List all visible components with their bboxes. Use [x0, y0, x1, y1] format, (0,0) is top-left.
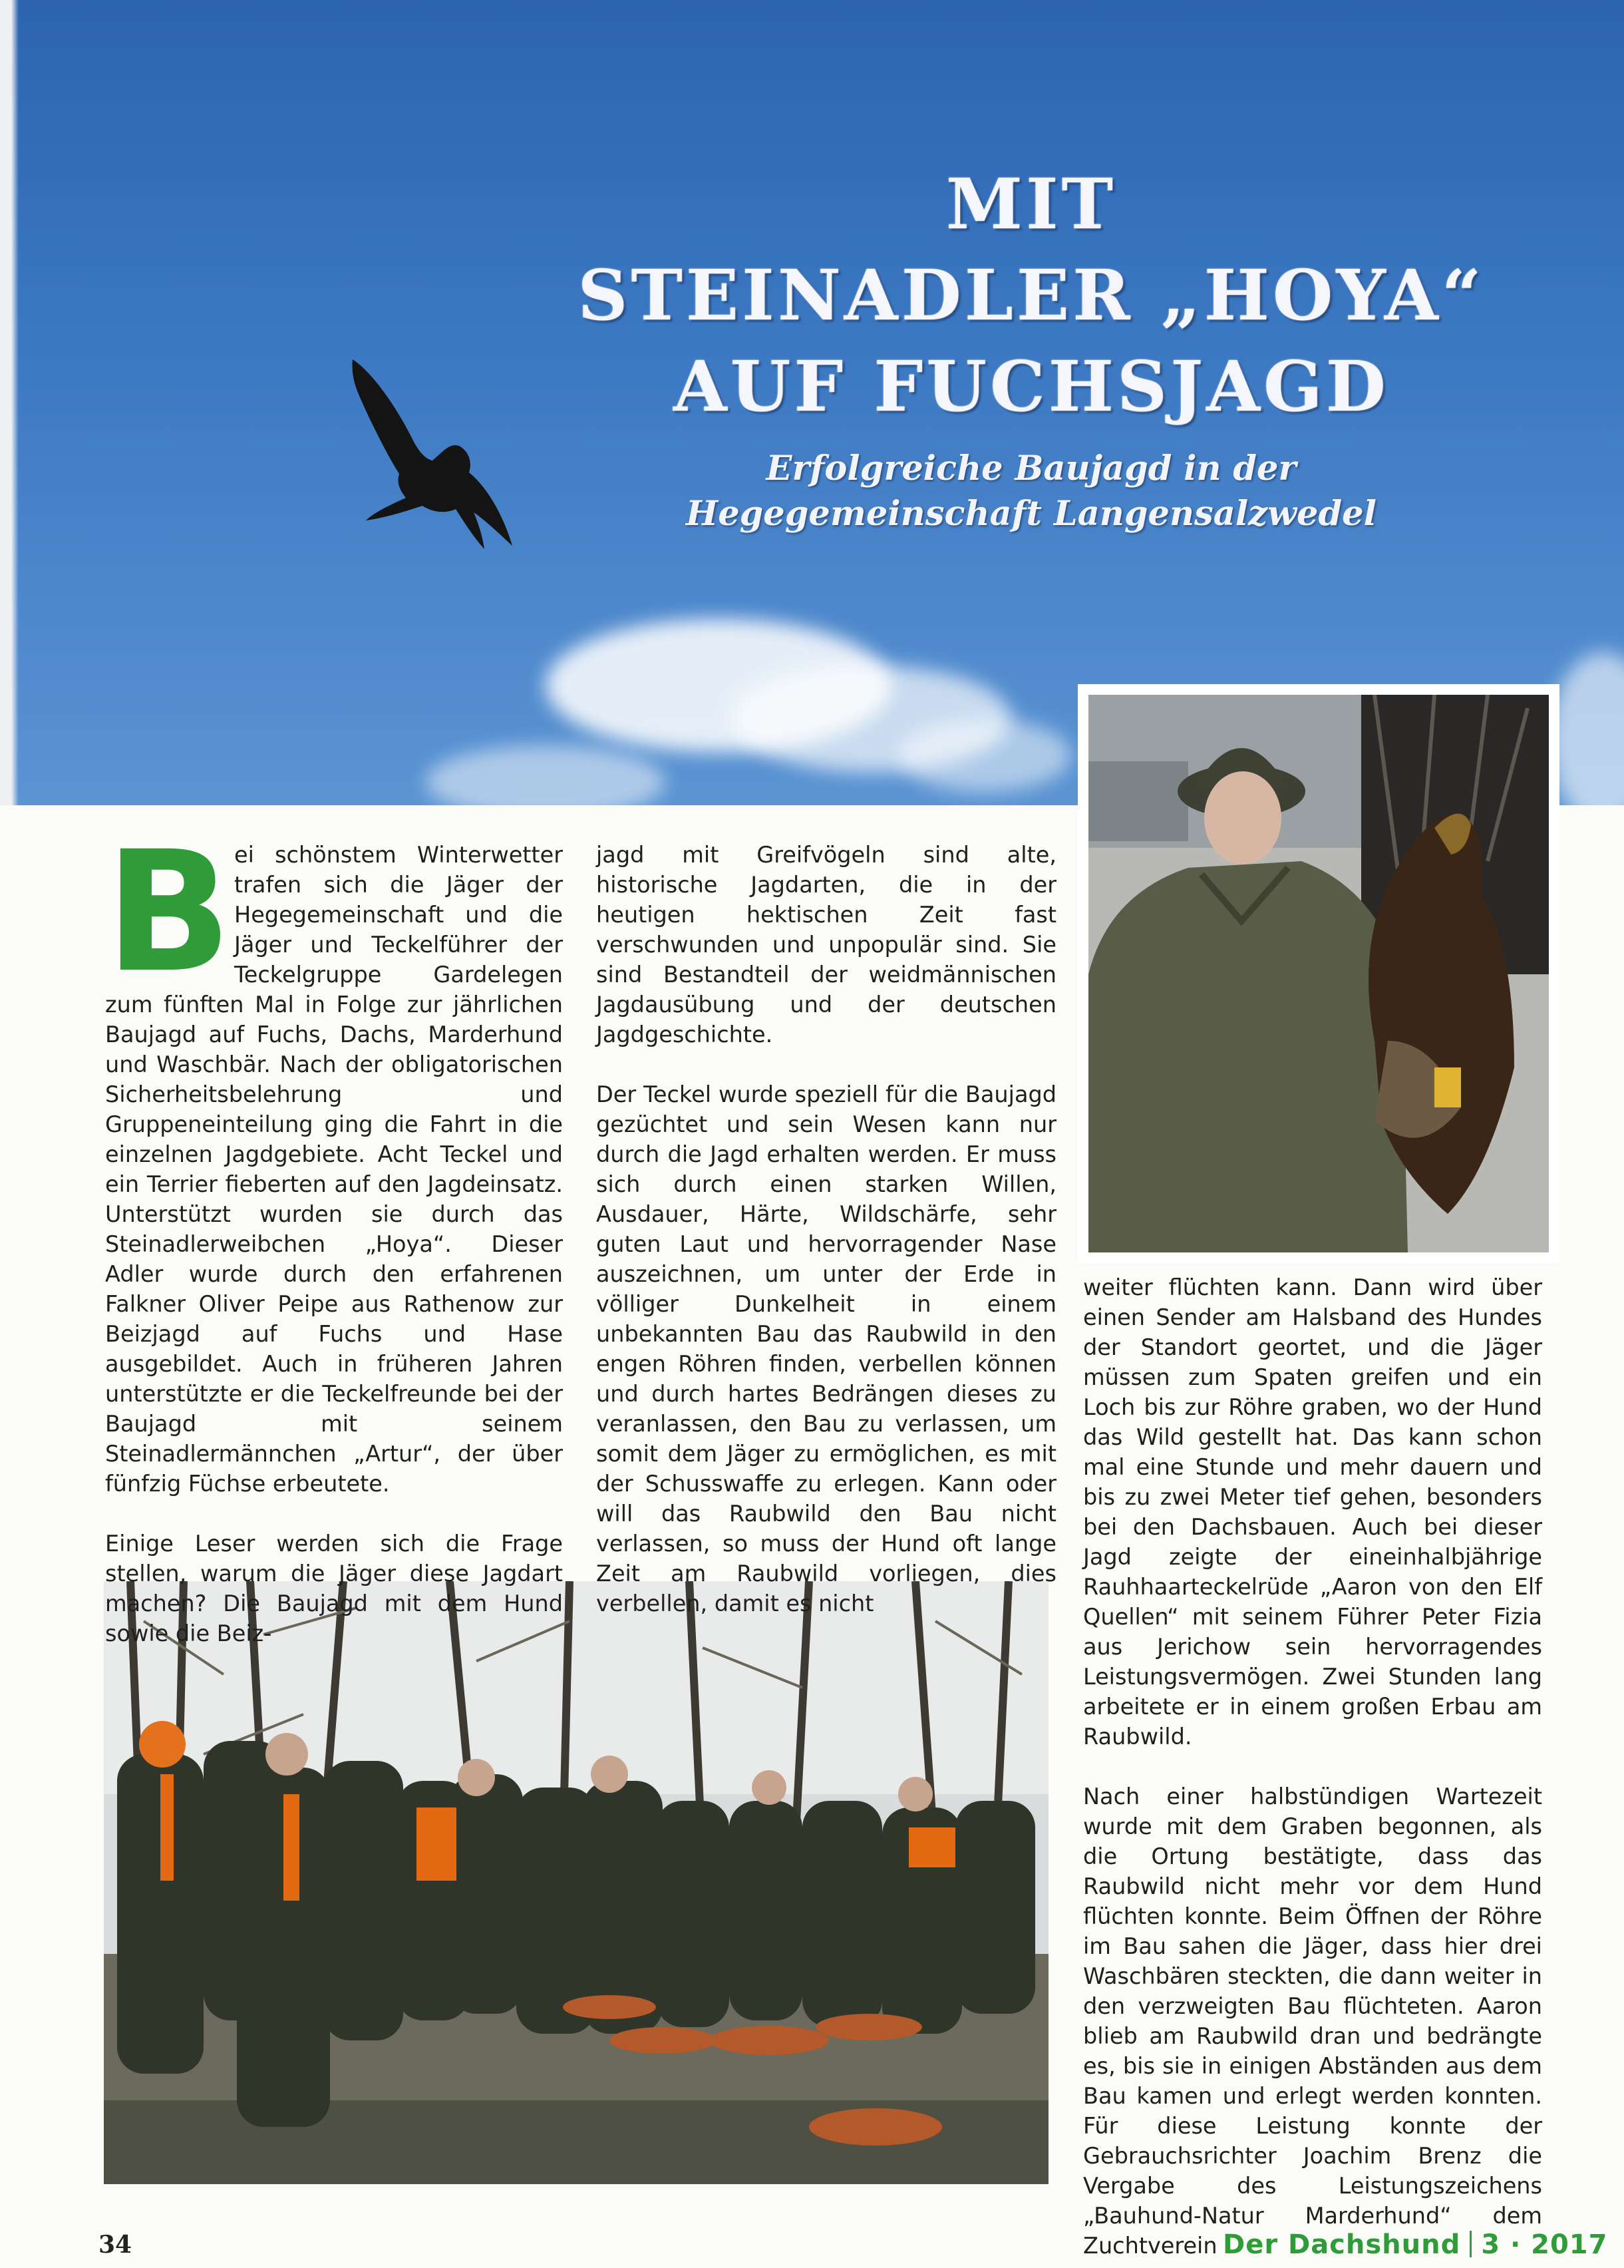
article-subtitle: Erfolgreiche Baujagd in der Hegegemeinschaft Langensalzwedel	[686, 449, 1377, 534]
cloud	[426, 745, 665, 805]
footer-divider	[1470, 2231, 1472, 2257]
text-column-1	[105, 815, 563, 1648]
paragraph-digging: Nach einer halbstündigen Wartezeit wurde mit dem Graben begonnen, als die Ortung bestätigte, dass das Raubwild nicht mehr vor dem Hund flüchten konnte. Beim Öffnen der Röhre im Bau sahen die Jäger, dass hier drei Waschbären steckten, die dann weiter in den verzweigten Bau flüchteten. Aaron blieb am Raubwild dran und bedrängte es, bis sie in einigen Abständen aus dem Bau kamen und erlegt werden konnten. Für diese Leistung konnte der Gebrauchsrichter Joachim Brenz die Vergabe des Leistungszeichens „Bauhund-Natur Marderhund“ dem Zuchtverein	[1083, 1784, 1542, 2259]
paragraph-question: Einige Leser werden sich die Frage stellen, warum die Jäger diese Jagdart machen? Die Baujagd mit dem Hund sowie die Beiz-	[105, 1531, 563, 1646]
dropcap: B	[105, 815, 232, 1009]
page-number: 34	[98, 2231, 132, 2259]
paragraph-question-continued: jagd mit Greifvögeln sind alte, historische Jagdarten, die in der heutigen hektischen Zeit fast verschwunden und unpopulär sind. Sie sind Bestandteil der weidmännischen Jagdausübung und der deutschen Jagdgeschichte.	[596, 842, 1056, 1047]
eagle-silhouette-icon	[333, 346, 519, 559]
cloud	[898, 719, 1071, 792]
falconer-photo-frame	[1078, 684, 1559, 1263]
text-column-3	[1083, 1272, 1542, 2261]
magazine-footer	[1223, 2229, 1607, 2260]
falconer-with-eagle-photo	[1088, 695, 1549, 1252]
magazine-name: Der Dachshund	[1223, 2229, 1461, 2260]
paragraph-intro: B ei schönstem Winterwetter trafen sich die Jäger der Hegegemeinschaft und die Jäger und Teckelführer der Teckelgruppe Gardelegen zum fünften Mal in Folge zur jährlichen Baujagd auf Fuchs, Dachs, Marderhund und Waschbär. Nach der obligatorischen Sicherheitsbelehrung und Gruppeneinteilung ging die Fahrt in die einzelnen Jagdgebiete. Acht Teckel und ein Terrier fieberten auf den Jagdeinsatz. Unterstützt wurden sie durch das Steinadlerweibchen „Hoya“. Dieser Adler wurde durch den erfahrenen Falkner Oliver Peipe aus Rathenow zur Beizjagd auf Fuchs und Hase ausgebildet. Auch in früheren Jahren unterstützte er die Teckelfreunde bei der Baujagd mit seinem Steinadlermännchen „Artur“, der über fünfzig Füchse erbeutete.	[105, 815, 563, 1497]
article-title: MIT STEINADLER „HOYA“ AUF FUCHSJAGD	[577, 163, 1485, 427]
paragraph-teckel: Der Teckel wurde speziell für die Baujagd gezüchtet und sein Wesen kann nur durch die Jagd erhalten werden. Er muss sich durch einen starken Willen, Ausdauer, Härte, Wildschärfe, sehr guten Laut und hervorragender Nase auszeichnen, um unter der Erde in völliger Dunkelheit in einem unbekannten Bau das Raubwild in den engen Röhren finden, verbellen können und durch hartes Bedrängen dieses zu veranlassen, den Bau zu verlassen, um somit dem Jäger zu ermöglichen, es mit der Schusswaffe zu erlegen. Kann oder will das Raubwild den Bau nicht verlassen, so muss der Hund oft lange Zeit am Raubwild vorliegen, dies verbellen, damit es nicht	[596, 1081, 1056, 1616]
text-column-2	[596, 840, 1056, 1618]
issue-number: 3 · 2017	[1481, 2229, 1608, 2260]
page-edge	[0, 0, 19, 805]
paragraph-teckel-continued: weiter flüchten kann. Dann wird über einen Sender am Halsband des Hundes der Standort geortet, und die Jäger müssen zum Spaten greifen und ein Loch bis zur Röhre graben, wo der Hund das Wild gestellt hat. Das kann schon mal eine Stunde und mehr dauern und bis zu zwei Meter tief gehen, besonders bei den Dachsbauen. Auch bei dieser Jagd zeigte der eineinhalbjährige Rauhhaarteckelrüde „Aaron von den Elf Quellen“ mit seinem Führer Peter Fizia aus Jerichow sein hervorragendes Leistungsvermögen. Zwei Stunden lang arbeitete er in einem großen Erbau am Raubwild.	[1083, 1274, 1542, 1750]
cloud	[1550, 652, 1624, 805]
hunting-group-photo	[104, 1581, 1049, 2184]
